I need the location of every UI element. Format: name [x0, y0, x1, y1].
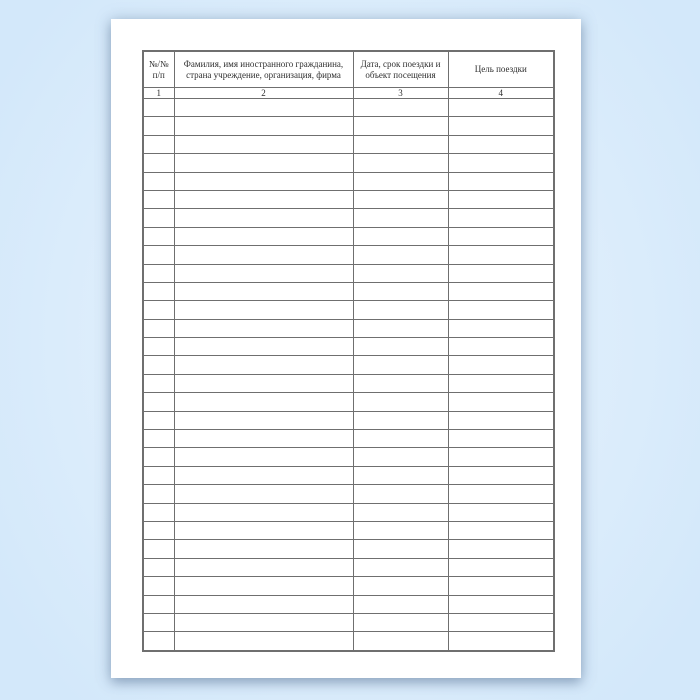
empty-cell — [143, 135, 174, 153]
empty-cell — [174, 117, 353, 135]
empty-cell — [174, 356, 353, 374]
empty-cell — [143, 172, 174, 190]
empty-cell — [448, 264, 554, 282]
empty-cell — [174, 540, 353, 558]
empty-cell — [174, 632, 353, 651]
empty-table-row — [143, 521, 554, 539]
empty-cell — [143, 264, 174, 282]
empty-cell — [353, 448, 448, 466]
empty-table-row — [143, 374, 554, 392]
empty-cell — [353, 117, 448, 135]
empty-cell — [143, 503, 174, 521]
empty-cell — [174, 246, 353, 264]
empty-cell — [448, 172, 554, 190]
empty-cell — [353, 190, 448, 208]
empty-cell — [174, 485, 353, 503]
empty-table-row — [143, 393, 554, 411]
empty-cell — [353, 209, 448, 227]
empty-table-row — [143, 466, 554, 484]
empty-table-row — [143, 172, 554, 190]
empty-table-row — [143, 319, 554, 337]
empty-cell — [174, 154, 353, 172]
empty-cell — [174, 374, 353, 392]
empty-cell — [353, 338, 448, 356]
empty-cell — [174, 99, 353, 117]
registration-form-table — [142, 50, 555, 652]
empty-cell — [143, 319, 174, 337]
empty-table-row — [143, 430, 554, 448]
empty-cell — [448, 632, 554, 651]
empty-cell — [353, 632, 448, 651]
empty-cell — [448, 319, 554, 337]
empty-cell — [143, 246, 174, 264]
empty-cell — [353, 393, 448, 411]
empty-cell — [353, 595, 448, 613]
empty-cell — [448, 577, 554, 595]
empty-cell — [353, 485, 448, 503]
column-header-date-object: Дата, срок поездки и объект посещения — [353, 51, 448, 88]
empty-cell — [353, 172, 448, 190]
empty-table-row — [143, 503, 554, 521]
empty-table-row — [143, 448, 554, 466]
empty-cell — [353, 301, 448, 319]
empty-cell — [353, 540, 448, 558]
empty-cell — [174, 393, 353, 411]
column-number-3: 3 — [353, 88, 448, 99]
empty-cell — [353, 264, 448, 282]
empty-cell — [448, 595, 554, 613]
empty-table-row — [143, 282, 554, 300]
empty-cell — [448, 540, 554, 558]
empty-cell — [448, 448, 554, 466]
empty-cell — [353, 430, 448, 448]
empty-table-row — [143, 190, 554, 208]
empty-cell — [174, 577, 353, 595]
document-page — [111, 19, 581, 678]
empty-cell — [353, 154, 448, 172]
empty-cell — [143, 411, 174, 429]
empty-cell — [353, 613, 448, 631]
empty-cell — [143, 613, 174, 631]
empty-cell — [174, 613, 353, 631]
column-number-1: 1 — [143, 88, 174, 99]
empty-cell — [448, 485, 554, 503]
empty-cell — [353, 411, 448, 429]
empty-cell — [174, 135, 353, 153]
column-number-4: 4 — [448, 88, 554, 99]
empty-cell — [143, 154, 174, 172]
empty-cell — [448, 411, 554, 429]
empty-cell — [174, 319, 353, 337]
empty-cell — [143, 282, 174, 300]
empty-cell — [174, 558, 353, 576]
empty-table-row — [143, 209, 554, 227]
empty-cell — [143, 448, 174, 466]
empty-cell — [448, 99, 554, 117]
empty-table-row — [143, 246, 554, 264]
empty-table-row — [143, 613, 554, 631]
empty-cell — [353, 227, 448, 245]
empty-table-row — [143, 117, 554, 135]
empty-cell — [174, 430, 353, 448]
empty-cell — [353, 521, 448, 539]
column-header-purpose: Цель поездки — [448, 51, 554, 88]
empty-cell — [448, 301, 554, 319]
empty-cell — [448, 613, 554, 631]
column-header-name-country: Фамилия, имя иностранного гражданина, страна учреждение, организация, фирма — [174, 51, 353, 88]
empty-cell — [143, 595, 174, 613]
empty-cell — [174, 503, 353, 521]
empty-cell — [174, 466, 353, 484]
empty-cell — [174, 338, 353, 356]
empty-cell — [448, 190, 554, 208]
empty-cell — [448, 356, 554, 374]
empty-cell — [353, 466, 448, 484]
empty-cell — [448, 338, 554, 356]
empty-cell — [448, 558, 554, 576]
empty-cell — [143, 374, 174, 392]
empty-cell — [143, 430, 174, 448]
empty-cell — [143, 227, 174, 245]
empty-table-row — [143, 632, 554, 651]
empty-cell — [174, 301, 353, 319]
empty-table-row — [143, 595, 554, 613]
empty-cell — [353, 319, 448, 337]
empty-table-row — [143, 356, 554, 374]
empty-cell — [353, 577, 448, 595]
empty-cell — [174, 595, 353, 613]
empty-cell — [174, 282, 353, 300]
empty-cell — [143, 209, 174, 227]
empty-cell — [143, 558, 174, 576]
empty-cell — [143, 356, 174, 374]
empty-cell — [353, 135, 448, 153]
column-header-row-number: №/№ п/п — [143, 51, 174, 88]
empty-cell — [448, 521, 554, 539]
empty-cell — [143, 521, 174, 539]
empty-cell — [353, 558, 448, 576]
empty-cell — [143, 338, 174, 356]
empty-cell — [174, 264, 353, 282]
empty-table-row — [143, 154, 554, 172]
column-number-2: 2 — [174, 88, 353, 99]
empty-cell — [174, 411, 353, 429]
empty-cell — [143, 117, 174, 135]
table-header-row — [143, 51, 554, 88]
empty-cell — [353, 356, 448, 374]
empty-cell — [353, 503, 448, 521]
empty-table-row — [143, 485, 554, 503]
empty-table-row — [143, 99, 554, 117]
empty-table-row — [143, 338, 554, 356]
empty-cell — [448, 466, 554, 484]
empty-cell — [448, 209, 554, 227]
empty-cell — [448, 154, 554, 172]
empty-cell — [448, 393, 554, 411]
empty-cell — [353, 99, 448, 117]
empty-cell — [448, 227, 554, 245]
empty-cell — [143, 632, 174, 651]
empty-cell — [143, 540, 174, 558]
empty-cell — [143, 577, 174, 595]
column-number-row — [143, 88, 554, 99]
empty-cell — [448, 374, 554, 392]
empty-cell — [448, 246, 554, 264]
empty-table-row — [143, 558, 554, 576]
empty-cell — [448, 117, 554, 135]
empty-cell — [353, 374, 448, 392]
empty-cell — [448, 503, 554, 521]
empty-cell — [143, 99, 174, 117]
empty-cell — [448, 135, 554, 153]
empty-table-row — [143, 577, 554, 595]
empty-table-row — [143, 264, 554, 282]
empty-cell — [174, 209, 353, 227]
empty-cell — [174, 448, 353, 466]
empty-table-row — [143, 301, 554, 319]
empty-cell — [174, 521, 353, 539]
empty-cell — [353, 246, 448, 264]
empty-cell — [174, 172, 353, 190]
empty-cell — [174, 227, 353, 245]
empty-cell — [353, 282, 448, 300]
empty-cell — [174, 190, 353, 208]
empty-table-row — [143, 135, 554, 153]
empty-cell — [143, 485, 174, 503]
empty-cell — [448, 282, 554, 300]
empty-table-row — [143, 227, 554, 245]
empty-cell — [143, 393, 174, 411]
empty-cell — [143, 190, 174, 208]
empty-cell — [143, 466, 174, 484]
empty-cell — [143, 301, 174, 319]
empty-cell — [448, 430, 554, 448]
empty-table-row — [143, 540, 554, 558]
empty-table-row — [143, 411, 554, 429]
